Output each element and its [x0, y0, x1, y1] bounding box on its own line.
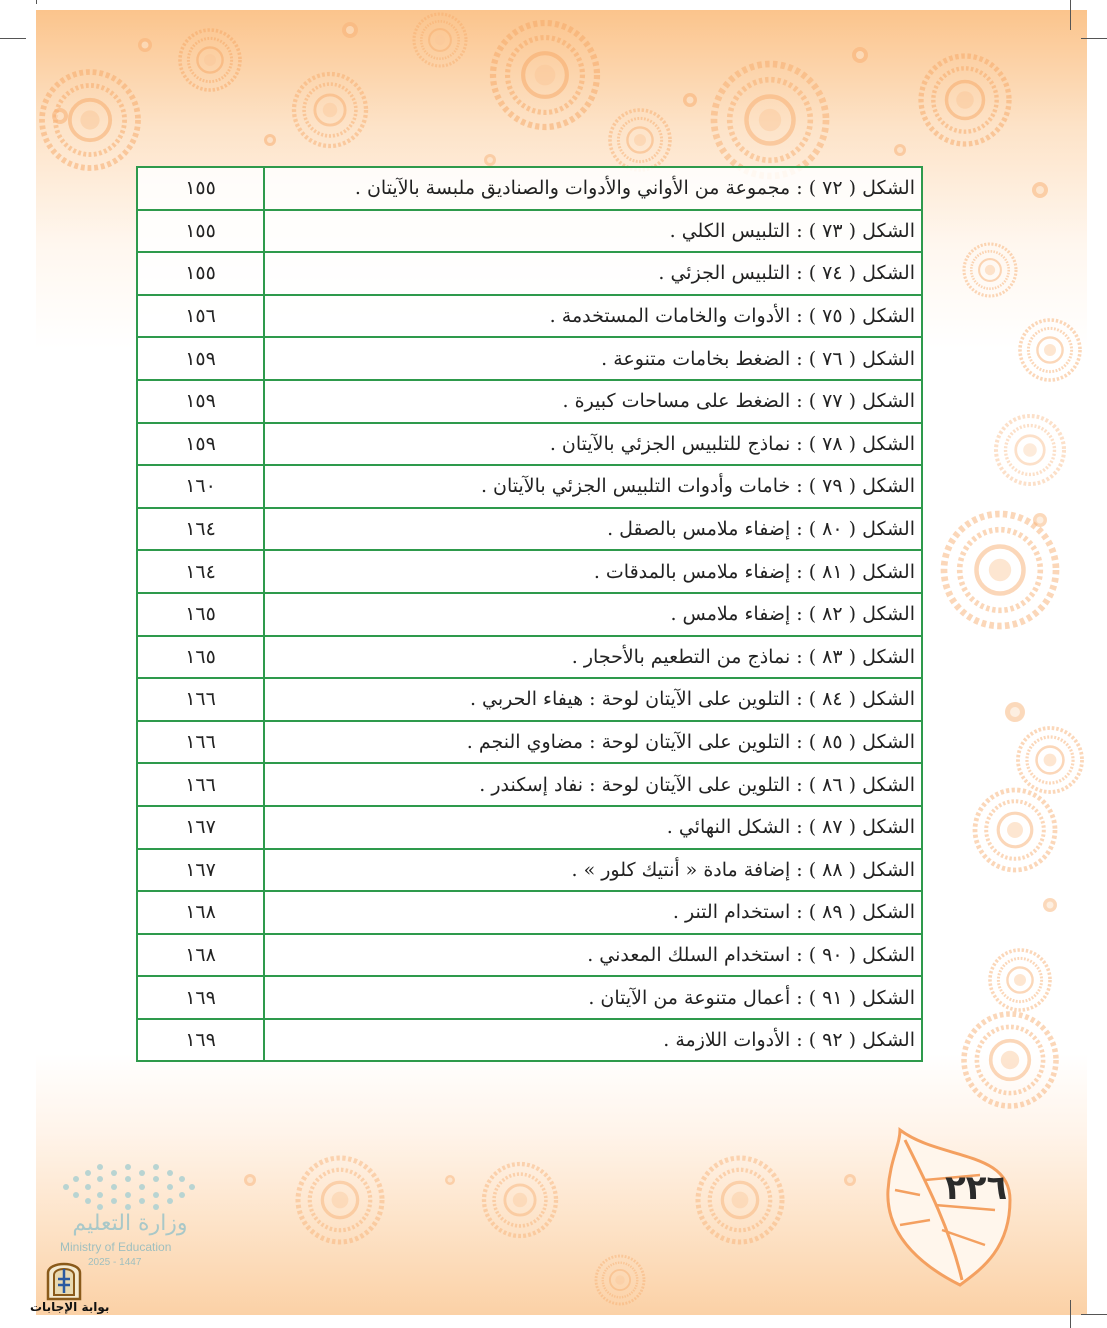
page-reference: ١٥٥	[137, 210, 264, 253]
ministry-name-arabic: وزارة التعليم	[72, 1211, 188, 1236]
table-row	[137, 678, 922, 721]
crop-mark	[1081, 38, 1107, 39]
figure-caption: الشكل ( ٨٤ ) : التلوين على الآيتان لوحة : هيفاء الحربي .	[264, 678, 922, 721]
table-row	[137, 934, 922, 977]
table-row	[137, 636, 922, 679]
table-row	[137, 806, 922, 849]
figure-caption: الشكل ( ٧٥ ) : الأدوات والخامات المستخدمة .	[264, 295, 922, 338]
table-row	[137, 721, 922, 764]
page-reference: ١٦٤	[137, 550, 264, 593]
table-row	[137, 891, 922, 934]
page-reference: ١٦٦	[137, 678, 264, 721]
table-row	[137, 465, 922, 508]
figure-caption: الشكل ( ٧٨ ) : نماذج للتلبيس الجزئي بالآيتان .	[264, 423, 922, 466]
page-reference: ١٥٩	[137, 337, 264, 380]
page-reference: ١٦٨	[137, 934, 264, 977]
table-row	[137, 763, 922, 806]
ministry-year: 2025 - 1447	[88, 1257, 142, 1268]
table-row	[137, 210, 922, 253]
ministry-name-english: Ministry of Education	[60, 1240, 172, 1254]
crop-mark	[0, 38, 26, 39]
crop-mark	[1081, 1314, 1107, 1315]
table-row	[137, 1019, 922, 1062]
table-row	[137, 550, 922, 593]
page-reference: ١٦٤	[137, 508, 264, 551]
table-row	[137, 423, 922, 466]
page-reference: ١٥٦	[137, 295, 264, 338]
table-row	[137, 593, 922, 636]
portal-logo-icon	[44, 1255, 84, 1301]
crop-mark	[1070, 1300, 1071, 1328]
figure-caption: الشكل ( ٨٩ ) : استخدام التنر .	[264, 891, 922, 934]
page-reference: ١٦٦	[137, 763, 264, 806]
page-reference: ١٥٥	[137, 252, 264, 295]
table-row	[137, 252, 922, 295]
figure-caption: الشكل ( ٨٦ ) : التلوين على الآيتان لوحة : نفاد إسكندر .	[264, 763, 922, 806]
page-number: ٢٢٦	[945, 1168, 1008, 1208]
page-reference: ١٦٦	[137, 721, 264, 764]
figures-index-table	[136, 166, 923, 1062]
page-reference: ١٥٩	[137, 380, 264, 423]
table-row	[137, 976, 922, 1019]
page-reference: ١٦٥	[137, 593, 264, 636]
page-reference: ١٥٥	[137, 167, 264, 210]
figure-caption: الشكل ( ٧٤ ) : التلبيس الجزئي .	[264, 252, 922, 295]
page-reference: ١٦٨	[137, 891, 264, 934]
page-reference: ١٦٩	[137, 1019, 264, 1062]
figure-caption: الشكل ( ٨٨ ) : إضافة مادة « أنتيك كلور » .	[264, 849, 922, 892]
figure-caption: الشكل ( ٧٢ ) : مجموعة من الأواني والأدوات والصناديق ملبسة بالآيتان .	[264, 167, 922, 210]
table-row	[137, 508, 922, 551]
page-reference: ١٦٧	[137, 806, 264, 849]
figure-caption: الشكل ( ٩٠ ) : استخدام السلك المعدني .	[264, 934, 922, 977]
figure-caption: الشكل ( ٧٣ ) : التلبيس الكلي .	[264, 210, 922, 253]
table-row	[137, 849, 922, 892]
crop-mark	[1070, 0, 1071, 30]
page-reference: ١٦٥	[137, 636, 264, 679]
figure-caption: الشكل ( ٧٦ ) : الضغط بخامات متنوعة .	[264, 337, 922, 380]
figure-caption: الشكل ( ٧٧ ) : الضغط على مساحات كبيرة .	[264, 380, 922, 423]
figure-caption: الشكل ( ٨٣ ) : نماذج من التطعيم بالأحجار .	[264, 636, 922, 679]
table-row	[137, 337, 922, 380]
portal-name: بوابة الإجابات	[30, 1300, 110, 1314]
figure-caption: الشكل ( ٨٠ ) : إضفاء ملامس بالصقل .	[264, 508, 922, 551]
page-reference: ١٦٧	[137, 849, 264, 892]
table-row	[137, 167, 922, 210]
figure-caption: الشكل ( ٧٩ ) : خامات وأدوات التلبيس الجزئي بالآيتان .	[264, 465, 922, 508]
figure-caption: الشكل ( ٨٢ ) : إضفاء ملامس .	[264, 593, 922, 636]
figure-caption: الشكل ( ٨٥ ) : التلوين على الآيتان لوحة : مضاوي النجم .	[264, 721, 922, 764]
table-row	[137, 295, 922, 338]
figure-caption: الشكل ( ٨٧ ) : الشكل النهائي .	[264, 806, 922, 849]
figure-caption: الشكل ( ٩٢ ) : الأدوات اللازمة .	[264, 1019, 922, 1062]
figure-caption: الشكل ( ٨١ ) : إضفاء ملامس بالمدقات .	[264, 550, 922, 593]
page-reference: ١٥٩	[137, 423, 264, 466]
page-reference: ١٦٩	[137, 976, 264, 1019]
table-row	[137, 380, 922, 423]
page-reference: ١٦٠	[137, 465, 264, 508]
figure-caption: الشكل ( ٩١ ) : أعمال متنوعة من الآيتان .	[264, 976, 922, 1019]
crop-mark	[36, 0, 37, 4]
